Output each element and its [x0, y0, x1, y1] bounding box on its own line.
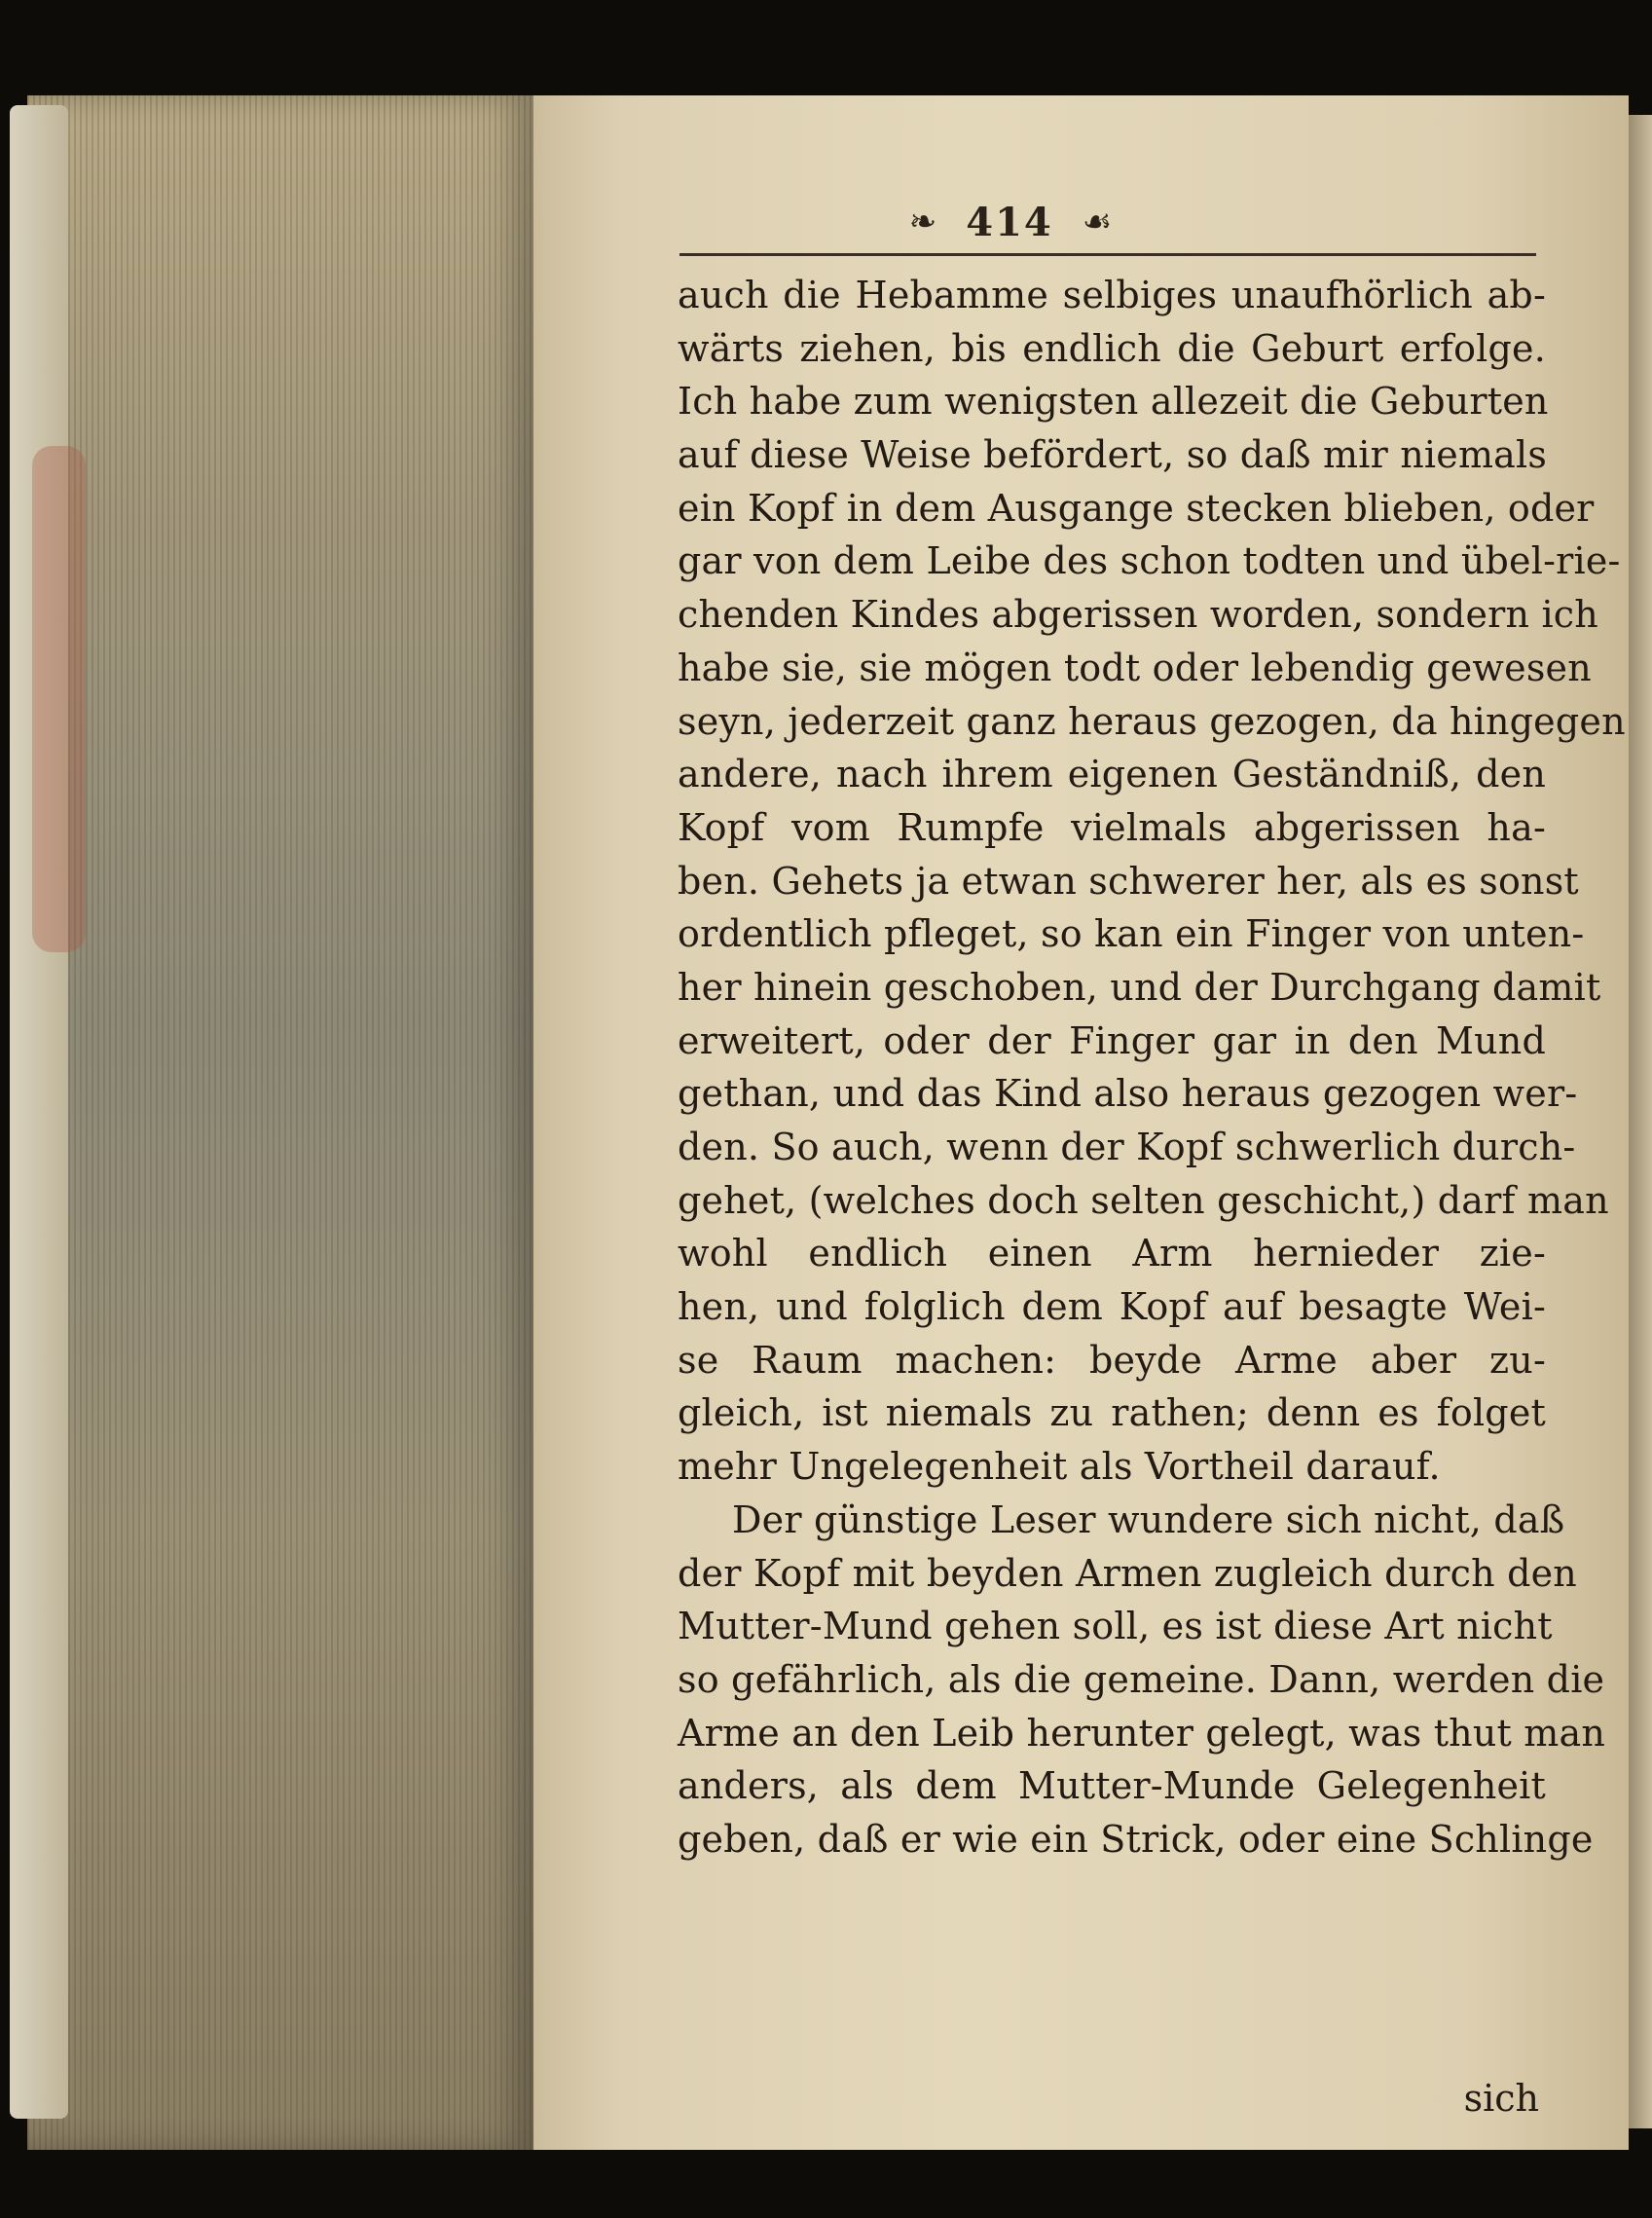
text-line: andere, nach ihrem eigenen Geständniß, den — [678, 753, 1546, 796]
open-book — [27, 95, 1652, 2150]
edge-stain — [32, 446, 86, 952]
header-ornament-right-icon: ☙ — [1082, 203, 1113, 241]
text-line: hen, und folglich dem Kopf auf besagte Wei- — [678, 1285, 1546, 1329]
catchword: sich — [1463, 2077, 1539, 2120]
text-line: ein Kopf in dem Ausgange stecken blieben, oder — [678, 486, 1595, 530]
page-number: 414 — [966, 199, 1053, 245]
header-ornament-left-icon: ❧ — [908, 203, 937, 241]
page — [533, 95, 1629, 2150]
text-line: der Kopf mit beyden Armen zugleich durch den — [678, 1551, 1577, 1595]
header-rule — [679, 253, 1536, 256]
text-line: anders, als dem Mutter-Munde Gelegenheit — [678, 1764, 1546, 1808]
text-line: gehet, (welches doch selten geschicht,) darf man — [678, 1178, 1609, 1222]
text-line: Der günstige Leser wundere sich nicht, daß — [732, 1497, 1565, 1541]
page-header — [738, 193, 1283, 251]
text-line: Kopf vom Rumpfe vielmals abgerissen ha- — [678, 805, 1546, 849]
text-line: geben, daß er wie ein Strick, oder eine Schlinge — [678, 1817, 1594, 1861]
text-line: erweitert, oder der Finger gar in den Mund — [678, 1018, 1546, 1062]
book-fore-edge — [27, 95, 537, 2150]
text-line: Mutter-Mund gehen soll, es ist diese Art nicht — [678, 1605, 1553, 1648]
text-line: ordentlich pfleget, so kan ein Finger von unten- — [678, 912, 1585, 956]
text-line: auch die Hebamme selbiges unaufhörlich ab- — [678, 274, 1546, 316]
text-line: se Raum machen: beyde Arme aber zu- — [678, 1338, 1546, 1382]
text-line: chenden Kindes abgerissen worden, sondern ich — [678, 593, 1598, 637]
text-line: wärts ziehen, bis endlich die Geburt erfolge. — [678, 326, 1546, 370]
text-line: gar von dem Leibe des schon todten und übel-rie- — [678, 539, 1621, 583]
text-line: Ich habe zum wenigsten allezeit die Geburten — [678, 380, 1549, 424]
text-line: ben. Gehets ja etwan schwerer her, als es sonst — [678, 859, 1579, 903]
text-line: mehr Ungelegenheit als Vortheil darauf. — [678, 1445, 1441, 1489]
text-line: her hinein geschoben, und der Durchgang damit — [678, 965, 1601, 1009]
text-line: seyn, jederzeit ganz heraus gezogen, da hingegen — [678, 699, 1626, 743]
text-line: wohl endlich einen Arm hernieder zie- — [678, 1232, 1546, 1275]
body-text — [678, 269, 1626, 1867]
text-line: auf diese Weise befördert, so daß mir niemals — [678, 433, 1548, 477]
text-line: gethan, und das Kind also heraus gezogen wer- — [678, 1072, 1578, 1116]
book-cover-edge — [10, 105, 68, 2119]
text-line: den. So auch, wenn der Kopf schwerlich durch- — [678, 1126, 1576, 1168]
text-line: Arme an den Leib herunter gelegt, was thut man — [678, 1711, 1606, 1755]
text-line: so gefährlich, als die gemeine. Dann, werden die — [678, 1657, 1605, 1701]
facing-page-edge — [1629, 115, 1652, 2128]
text-line: habe sie, sie mögen todt oder lebendig gewesen — [678, 646, 1592, 689]
text-line: gleich, ist niemals zu rathen; denn es folget — [678, 1391, 1546, 1435]
